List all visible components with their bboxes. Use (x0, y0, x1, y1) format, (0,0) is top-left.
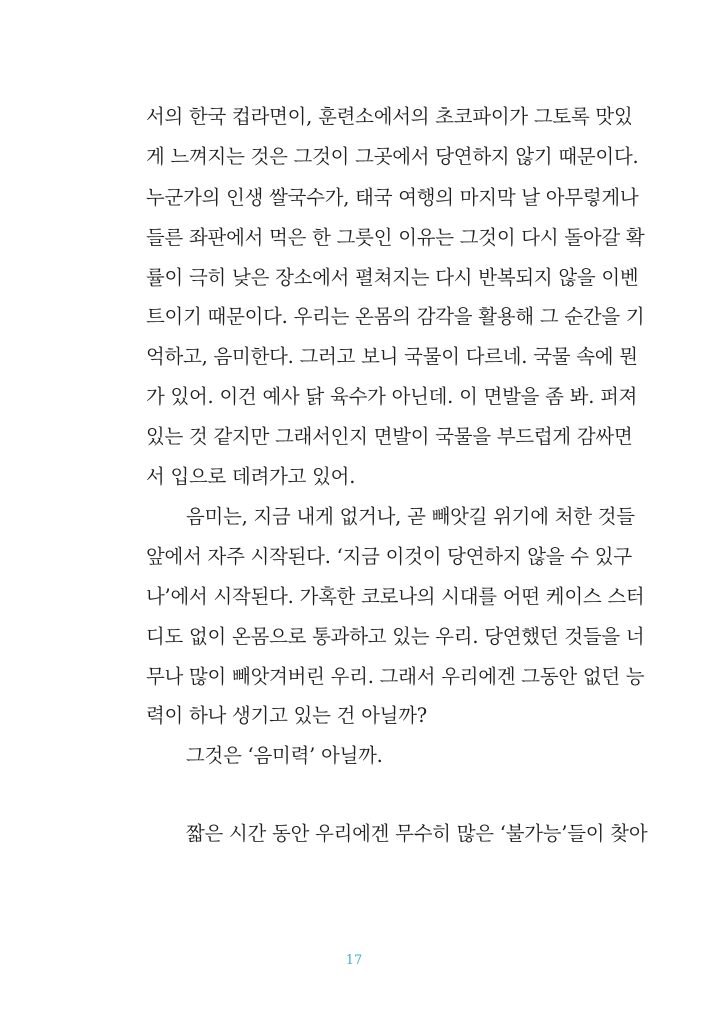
text-line: 음미는, 지금 내게 없거나, 곧 빼앗길 위기에 처한 것들 (186, 505, 635, 528)
text-line: 서의 한국 컵라면이, 훈련소에서의 초코파이가 그토록 맛있 (146, 105, 633, 128)
text-line: 무나 많이 빼앗겨버린 우리. 그래서 우리에겐 그동안 없던 능 (146, 665, 645, 688)
text-line: 가 있어. 이건 예사 닭 육수가 아닌데. 이 면발을 좀 봐. 퍼져 (146, 385, 638, 408)
page-number: 17 (345, 953, 363, 968)
text-line: 디도 없이 온몸으로 통과하고 있는 우리. 당연했던 것들을 너 (146, 625, 645, 648)
text-line: 앞에서 자주 시작된다. ‘지금 이것이 당연하지 않을 수 있구 (146, 545, 632, 568)
text-line: 나’에서 시작된다. 가혹한 코로나의 시대를 어떤 케이스 스터 (146, 585, 645, 608)
text-line: 게 느껴지는 것은 그것이 그곳에서 당연하지 않기 때문이다. (146, 145, 639, 168)
text-line: 률이 극히 낮은 장소에서 펼쳐지는 다시 반복되지 않을 이벤 (146, 266, 639, 289)
text-line: 억하고, 음미한다. 그러고 보니 국물이 다르네. 국물 속에 뭔 (146, 345, 638, 368)
text-line: 서 입으로 데려가고 있어. (146, 465, 356, 488)
text-line: 그것은 ‘음미력’ 아닐까. (186, 744, 383, 767)
text-line: 있는 것 같지만 그래서인지 면발이 국물을 부드럽게 감싸면 (146, 425, 633, 448)
text-line: 트이기 때문이다. 우리는 온몸의 감각을 활용해 그 순간을 기 (146, 305, 645, 328)
text-line: 력이 하나 생기고 있는 건 아닐까? (146, 704, 427, 727)
text-line: 누군가의 인생 쌀국수가, 태국 여행의 마지막 날 아무렇게나 (146, 186, 639, 209)
text-line: 들른 좌판에서 먹은 한 그릇인 이유는 그것이 다시 돌아갈 확 (146, 226, 645, 249)
text-line: 짧은 시간 동안 우리에겐 무수히 많은 ‘불가능’들이 찾아 (186, 822, 648, 845)
